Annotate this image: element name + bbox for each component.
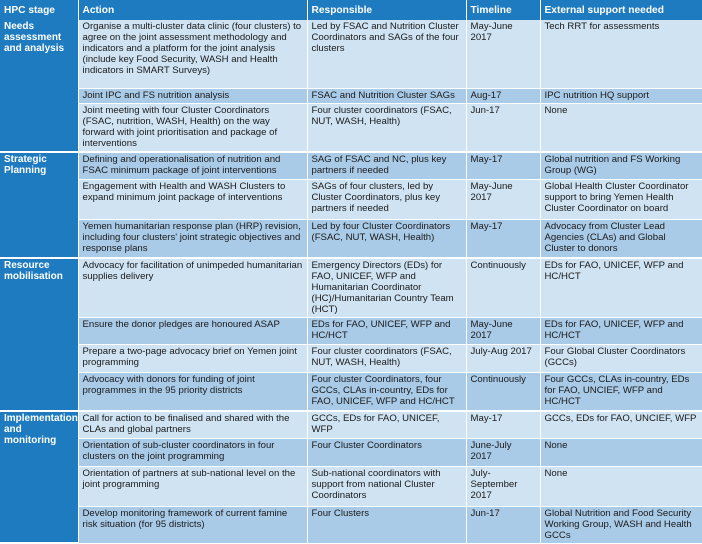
timeline-cell: July-September 2017	[466, 466, 540, 506]
stage-cell: Strategic Planning	[0, 152, 78, 258]
support-cell: Global Nutrition and Food Security Working Group, WASH and Health GCCs	[540, 506, 702, 543]
header-hpc-stage: HPC stage	[0, 0, 78, 20]
table-row	[0, 20, 702, 88]
header-row	[0, 0, 702, 20]
action-cell: Joint IPC and FS nutrition analysis	[78, 88, 307, 103]
responsible-cell: SAGs of four clusters, led by Cluster Coordinators, plus key partners if needed	[307, 180, 466, 220]
timeline-cell: Jun-17	[466, 506, 540, 543]
timeline-cell: Jun-17	[466, 103, 540, 152]
responsible-cell: Led by four Cluster Coordinators (FSAC, NUT, WASH, Health)	[307, 220, 466, 258]
support-cell: None	[540, 466, 702, 506]
responsible-cell: Four cluster coordinators (FSAC, NUT, WASH, Health)	[307, 344, 466, 372]
action-cell: Call for action to be finalised and shared with the CLAs and global partners	[78, 411, 307, 438]
action-cell: Advocacy for facilitation of unimpeded humanitarian supplies delivery	[78, 258, 307, 318]
action-cell: Ensure the donor pledges are honoured ASAP	[78, 317, 307, 344]
support-cell: EDs for FAO, UNICEF, WFP and HC/HCT	[540, 258, 702, 318]
support-cell: None	[540, 438, 702, 466]
support-cell: Four GCCs, CLAs in-country, EDs for FAO, UNCIEF, WFP and HC/HCT	[540, 372, 702, 411]
action-cell: Advocacy with donors for funding of joint programmes in the 95 priority districts	[78, 372, 307, 411]
table-row	[0, 317, 702, 344]
support-cell: None	[540, 103, 702, 152]
responsible-cell: FSAC and Nutrition Cluster SAGs	[307, 88, 466, 103]
action-cell: Orientation of sub-cluster coordinators in four clusters on the joint programming	[78, 438, 307, 466]
table-row	[0, 180, 702, 220]
action-cell: Joint meeting with four Cluster Coordinators (FSAC, nutrition, WASH, Health) on the way forward with joint prioritisation and package of interventions	[78, 103, 307, 152]
table-row	[0, 506, 702, 543]
responsible-cell: Four cluster coordinators (FSAC, NUT, WASH, Health)	[307, 103, 466, 152]
timeline-cell: May-June 2017	[466, 317, 540, 344]
table-row	[0, 103, 702, 152]
table-row	[0, 152, 702, 180]
support-cell: Global nutrition and FS Working Group (WG)	[540, 152, 702, 180]
responsible-cell: Led by FSAC and Nutrition Cluster Coordinators and SAGs of the four clusters	[307, 20, 466, 88]
responsible-cell: GCCs, EDs for FAO, UNICEF, WFP	[307, 411, 466, 438]
action-cell: Prepare a two-page advocacy brief on Yemen joint programming	[78, 344, 307, 372]
timeline-cell: May-17	[466, 220, 540, 258]
timeline-cell: Continuously	[466, 372, 540, 411]
support-cell: Global Health Cluster Coordinator support to bring Yemen Health Cluster Coordinator on board	[540, 180, 702, 220]
header-timeline: Timeline	[466, 0, 540, 20]
action-cell: Organise a multi-cluster data clinic (four clusters) to agree on the joint assessment methodology and indicators and a platform for the joint analysis (include key Food Security, WASH and Health indicators in SMART Surveys)	[78, 20, 307, 88]
timeline-cell: Continuously	[466, 258, 540, 318]
support-cell: Tech RRT for assessments	[540, 20, 702, 88]
table-row	[0, 438, 702, 466]
support-cell: GCCs, EDs for FAO, UNCIEF, WFP	[540, 411, 702, 438]
timeline-cell: May-17	[466, 152, 540, 180]
responsible-cell: Four Clusters	[307, 506, 466, 543]
table-row	[0, 411, 702, 438]
table-row	[0, 258, 702, 318]
table-row	[0, 220, 702, 258]
action-cell: Engagement with Health and WASH Clusters to expand minimum joint package of interventions	[78, 180, 307, 220]
table-row	[0, 344, 702, 372]
stage-cell: Implementation and monitoring	[0, 411, 78, 543]
header-action: Action	[78, 0, 307, 20]
responsible-cell: Emergency Directors (EDs) for FAO, UNICEF, WFP and Humanitarian Coordinator (HC)/Humanitarian Country Team (HCT)	[307, 258, 466, 318]
action-cell: Develop monitoring framework of current famine risk situation (for 95 districts)	[78, 506, 307, 543]
timeline-cell: May-June 2017	[466, 180, 540, 220]
responsible-cell: Sub-national coordinators with support from national Cluster Coordinators	[307, 466, 466, 506]
table-row	[0, 466, 702, 506]
action-cell: Yemen humanitarian response plan (HRP) revision, including four clusters' joint strategic objectives and response plans	[78, 220, 307, 258]
timeline-cell: July-Aug 2017	[466, 344, 540, 372]
stage-cell: Resource mobilisation	[0, 258, 78, 412]
responsible-cell: EDs for FAO, UNICEF, WFP and HC/HCT	[307, 317, 466, 344]
action-cell: Orientation of partners at sub-national level on the joint programming	[78, 466, 307, 506]
responsible-cell: Four cluster Coordinators, four GCCs, CLAs in-country, EDs for FAO, UNICEF, WFP and HC/HCT	[307, 372, 466, 411]
table-row	[0, 372, 702, 411]
timeline-cell: May-17	[466, 411, 540, 438]
support-cell: EDs for FAO, UNICEF, WFP and HC/HCT	[540, 317, 702, 344]
support-cell: Four Global Cluster Coordinators (GCCs)	[540, 344, 702, 372]
timeline-cell: June-July 2017	[466, 438, 540, 466]
support-cell: Advocacy from Cluster Lead Agencies (CLAs) and Global Cluster to donors	[540, 220, 702, 258]
responsible-cell: SAG of FSAC and NC, plus key partners if needed	[307, 152, 466, 180]
action-cell: Defining and operationalisation of nutrition and FSAC minimum package of joint interventions	[78, 152, 307, 180]
stage-cell: Needs assessment and analysis	[0, 20, 78, 152]
header-responsible: Responsible	[307, 0, 466, 20]
timeline-cell: May-June 2017	[466, 20, 540, 88]
support-cell: IPC nutrition HQ support	[540, 88, 702, 103]
timeline-cell: Aug-17	[466, 88, 540, 103]
header-external-support: External support needed	[540, 0, 702, 20]
responsible-cell: Four Cluster Coordinators	[307, 438, 466, 466]
table-row	[0, 88, 702, 103]
